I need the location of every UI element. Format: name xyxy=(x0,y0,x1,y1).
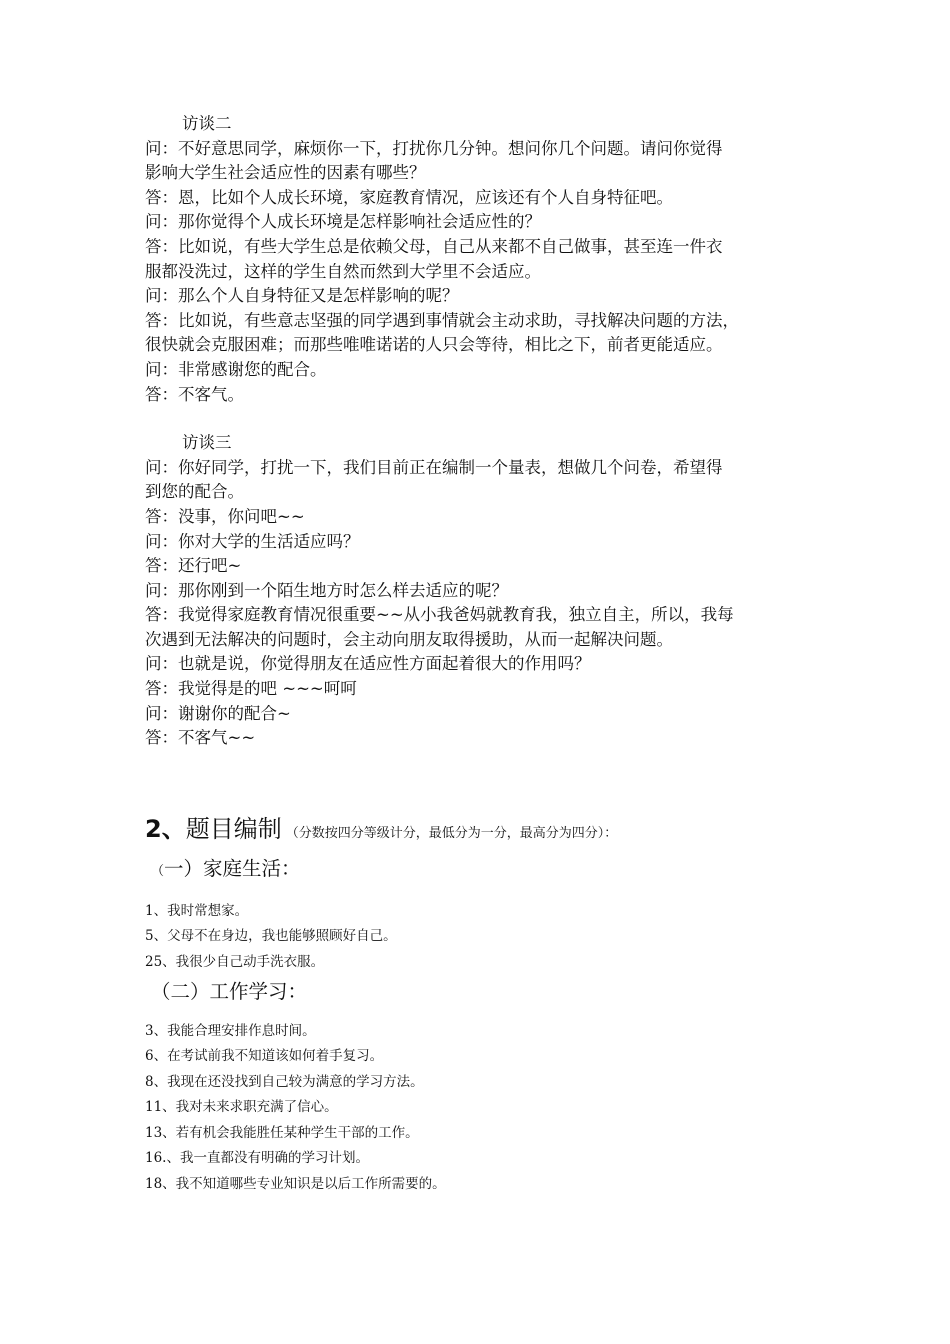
list-item: 5、父母不在身边，我也能够照顾好自己。 xyxy=(145,928,397,945)
interview-line: 到您的配合。 xyxy=(145,482,244,502)
interview-line: 答：不客气~~ xyxy=(145,728,256,748)
interview-line: 次遇到无法解决的问题时，会主动向朋友取得援助，从而一起解决问题。 xyxy=(145,629,673,649)
interview-line: 答：比如说，有些意志坚强的同学遇到事情就会主动求助，寻找解决问题的方法， xyxy=(145,310,739,330)
interview-line: 答：我觉得是的吧 ~~~呵呵 xyxy=(145,679,357,699)
list-item: 16.、我一直都没有明确的学习计划。 xyxy=(145,1150,369,1167)
interview-line: 服都没洗过，这样的学生自然而然到大学里不会适应。 xyxy=(145,261,541,281)
interview-3-heading: 访谈三 xyxy=(182,433,232,453)
document-page xyxy=(145,112,810,1197)
list-item: 8、我现在还没找到自己较为满意的学习方法。 xyxy=(145,1073,424,1090)
interview-line: 很快就会克服困难；而那些唯唯诺诺的人只会等待，相比之下，前者更能适应。 xyxy=(145,335,723,355)
list-item: 11、我对未来求职充满了信心。 xyxy=(145,1099,338,1116)
interview-line: 答：不客气。 xyxy=(145,384,244,404)
interview-line: 问：也就是说，你觉得朋友在适应性方面起着很大的作用吗？ xyxy=(145,654,591,674)
list-item: 3、我能合理安排作息时间。 xyxy=(145,1023,316,1040)
spacer xyxy=(145,407,810,431)
family-life-items xyxy=(145,899,810,975)
scoring-note: （分数按四分等级计分，最低分为一分，最高分为四分）： xyxy=(285,825,618,841)
interview-line: 问：你对大学的生活适应吗？ xyxy=(145,531,360,551)
list-item: 18、我不知道哪些专业知识是以后工作所需要的。 xyxy=(145,1175,446,1192)
work-study-heading: （二）工作学习： xyxy=(151,980,308,1004)
interview-line: 问：谢谢你的配合~ xyxy=(145,703,291,723)
list-item: 6、在考试前我不知道该如何着手复习。 xyxy=(145,1048,384,1065)
list-item: 13、若有机会我能胜任某种学生干部的工作。 xyxy=(145,1124,419,1141)
section-2-heading xyxy=(145,809,810,844)
open-paren: （ xyxy=(151,863,165,879)
interview-line: 答：恩，比如个人成长环境，家庭教育情况，应该还有个人自身特征吧。 xyxy=(145,187,673,207)
list-item: 1、我时常想家。 xyxy=(145,902,249,919)
interview-line: 问：不好意思同学，麻烦你一下，打扰你几分钟。想问你几个问题。请问你觉得 xyxy=(145,138,723,158)
interview-line: 问：那你觉得个人成长环境是怎样影响社会适应性的？ xyxy=(145,212,541,232)
list-item: 25、我很少自己动手洗衣服。 xyxy=(145,953,325,970)
interview-line: 问：非常感谢您的配合。 xyxy=(145,359,327,379)
interview-line: 答：没事，你问吧~~ xyxy=(145,506,305,526)
section-title: 题目编制 xyxy=(185,814,282,843)
interview-line: 问：那么个人自身特征又是怎样影响的呢？ xyxy=(145,286,459,306)
interview-line: 问：那你刚到一个陌生地方时怎么样去适应的呢？ xyxy=(145,580,508,600)
work-study-items xyxy=(145,1019,810,1197)
spacer xyxy=(145,751,810,803)
family-life-title: 一）家庭生活： xyxy=(164,856,301,880)
interview-3-body xyxy=(145,456,810,751)
family-life-heading xyxy=(145,854,810,887)
interview-2-body xyxy=(145,137,810,408)
interview-line: 问：你好同学，打扰一下，我们目前正在编制一个量表，想做几个问卷，希望得 xyxy=(145,457,723,477)
interview-line: 答：比如说，有些大学生总是依赖父母，自己从来都不自己做事，甚至连一件衣 xyxy=(145,236,723,256)
interview-2-heading: 访谈二 xyxy=(182,114,232,133)
section-number: 2、 xyxy=(145,814,186,843)
interview-line: 答：还行吧~ xyxy=(145,556,242,576)
interview-line: 影响大学生社会适应性的因素有哪些？ xyxy=(145,163,426,183)
interview-line: 答：我觉得家庭教育情况很重要~~从小我爸妈就教育我，独立自主，所以，我每 xyxy=(145,605,734,625)
